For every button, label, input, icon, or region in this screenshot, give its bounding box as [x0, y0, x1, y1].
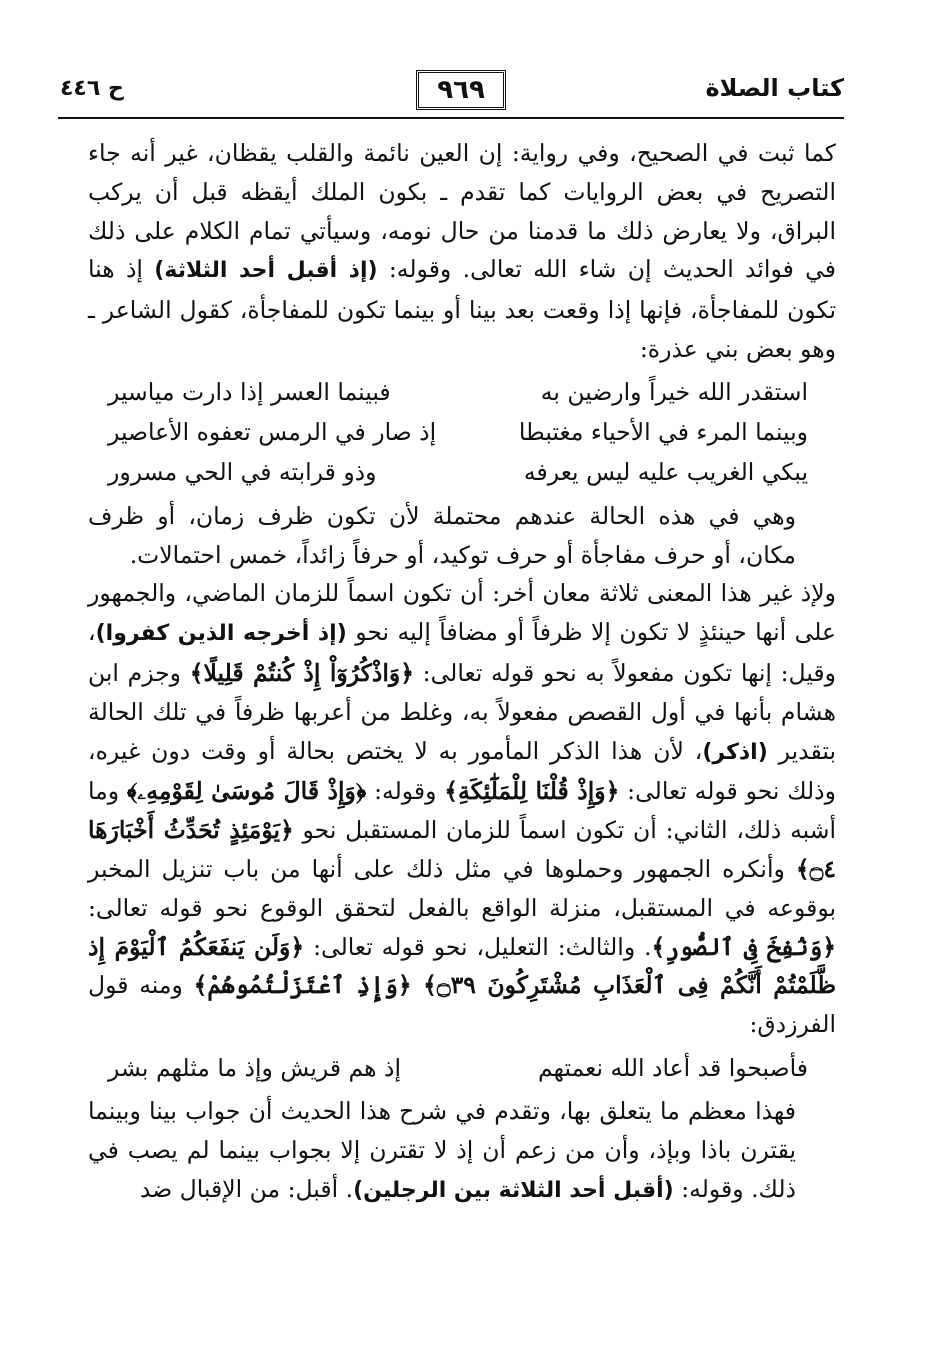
- paragraph-2: وهي في هذه الحالة عندهم محتملة لأن تكون ظرف زمان، أو ظرف مكان، أو حرف مفاجأة أو حرف توكيد، أو حرفاً زائداً، خمس احتمالات.: [88, 501, 796, 569]
- verse: [88, 1048, 836, 1088]
- verse-second-hemistich: فبينما العسر إذا دارت مياسير: [108, 378, 391, 407]
- hadith-reference: ح ٤٤٦: [60, 76, 124, 101]
- quran-quote: ﴿يَوْمَئِذٍ تُحَدِّثُ أَخْبَارَهَا ۝٤﴾: [88, 816, 836, 883]
- verse: [88, 453, 836, 493]
- verse-second-hemistich: إذ صار في الرمس تعفوه الأعاصير: [108, 418, 437, 447]
- verse: [88, 373, 836, 413]
- quran-quote: ﴿وَإِذْ قُلْنَا لِلْمَلَٰٓئِكَةِ﴾: [444, 777, 620, 806]
- verse-first-hemistich: يبكي الغريب عليه ليس يعرفه: [523, 458, 808, 487]
- verse-second-hemistich: وذو قرابته في الحي مسرور: [108, 458, 377, 487]
- verse-first-hemistich: وبينما المرء في الأحياء مغتبطا: [518, 418, 808, 447]
- page-header: [58, 66, 844, 118]
- page-number: ٩٦٩: [416, 70, 506, 110]
- quran-quote: ﴿وَاذْكُرُوٓاْ إِذْ كُنتُمْ قَلِيلًا﴾: [189, 658, 414, 687]
- poem-2: [88, 1048, 836, 1088]
- paragraph-4: فهذا معظم ما يتعلق بها، وتقدم في شرح هذا الحديث أن جواب بينا وبينما يقترن باذا وبإذ، وأن من زعم أن إذ لا تقترن إلا بجواب بينما لم يصب في ذلك. وقوله: (أقبل أحد الثلاثة بين الرجلين). أقبل: من الإقبال ضد: [88, 1096, 796, 1203]
- book-title: كتاب الصلاة: [705, 74, 844, 102]
- verse-second-hemistich: إذ هم قريش وإذ ما مثلهم بشر: [108, 1053, 402, 1082]
- paragraph-1: كما ثبت في الصحيح، وفي رواية: إن العين نائمة والقلب يقظان، غير أنه جاء التصريح في بعض الروايات كما تقدم ـ بكون الملك أيقظه قبل أن يركب البراق، ولا يعارض ذلك ما قدمنا من حال نومه، وسيأتي تمام الكلام على ذلك في فوائد الحديث إن شاء الله تعالى. وقوله: (إذ أقبل أحد الثلاثة) إذ هنا تكون للمفاجأة، فإنها إذا وقعت بعد بينا أو بينما تكون للمفاجأة، كقول الشاعر ـ وهو بعض بني عذرة:: [88, 139, 836, 363]
- poem-1: [88, 373, 836, 493]
- verse: [88, 413, 836, 453]
- quran-quote: ﴿وَإِذْ قَالَ مُوسَىٰ لِقَوْمِهِۦ﴾: [126, 777, 367, 806]
- verse-first-hemistich: فأصبحوا قد أعاد الله نعمتهم: [538, 1053, 808, 1082]
- header-rule: [58, 117, 844, 119]
- paragraph-3: ولإذ غير هذا المعنى ثلاثة معان أخر: أن تكون اسماً للزمان الماضي، والجمهور على أنها حينئذٍ لا تكون إلا ظرفاً أو مضافاً إليه نحو (إذ أخرجه الذين كفروا)، وقيل: إنها تكون مفعولاً به نحو قوله تعالى: ﴿وَاذْكُرُوٓاْ إِذْ كُنتُمْ قَلِيلًا﴾ وجزم ابن هشام بأنها في أول القصص مفعولاً به، وغلط من أعربها ظرفاً في تلك الحالة بتقدير (اذكر)، لأن هذا الذكر المأمور به لا يختص بحالة أو وقت دون غيره، وذلك نحو قوله تعالى: ﴿وَإِذْ قُلْنَا لِلْمَلَٰٓئِكَةِ﴾ وقوله: ﴿وَإِذْ قَالَ مُوسَىٰ لِقَوْمِهِۦ﴾ وما أشبه ذلك، الثاني: أن تكون اسماً للزمان المستقبل نحو ﴿يَوْمَئِذٍ تُحَدِّثُ أَخْبَارَهَا ۝٤﴾ وأنكره الجمهور وحملوها في مثل ذلك على أنها من باب تنزيل المخبر بوقوعه في المستقبل، منزلة الواقع بالفعل لتحقق الوقوع نحو قوله تعالى: ﴿وَنُفِخَ فِى ٱلصُّورِ﴾. والثالث: التعليل، نحو قوله تعالى: ﴿وَلَن يَنفَعَكُمُ ٱلْيَوْمَ إِذ ظَّلَمْتُمْ أَنَّكُمْ فِى ٱلْعَذَابِ مُشْتَرِكُونَ ۝٣٩﴾ ﴿وَإِذِ ٱعْتَزَلْتُمُوهُمْ﴾ ومنه قول الفرزدق:: [88, 579, 837, 1039]
- quran-quote: ﴿وَلَن يَنفَعَكُمُ ٱلْيَوْمَ إِذ ظَّلَمْتُمْ أَنَّكُمْ فِى ٱلْعَذَابِ مُشْتَرِكُونَ ۝٣٩﴾: [88, 932, 837, 1000]
- page-body: [88, 134, 836, 1210]
- verse-first-hemistich: استقدر الله خيراً وارضين به: [540, 378, 808, 407]
- quran-quote: ﴿وَإِذِ ٱعْتَزَلْتُمُوهُمْ﴾: [193, 971, 424, 1000]
- quran-quote: ﴿وَنُفِخَ فِى ٱلصُّورِ﴾: [651, 932, 836, 961]
